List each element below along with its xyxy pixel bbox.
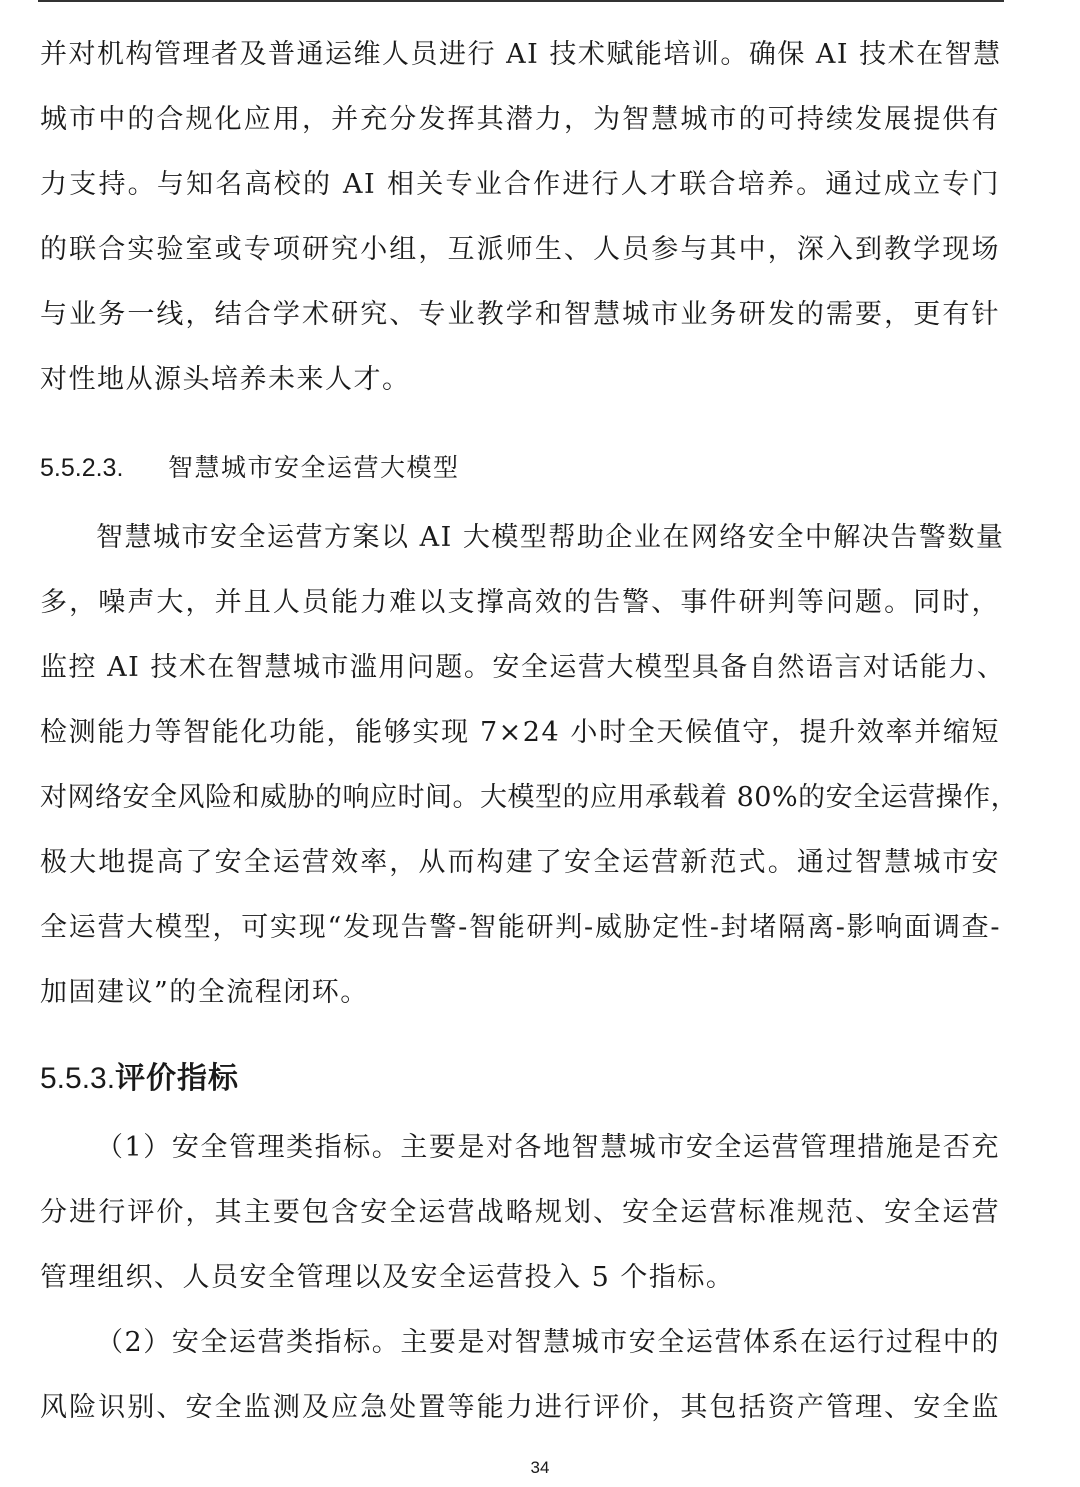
text-line: 检测能力等智能化功能，能够实现 7×24 小时全天候值守，提升效率并缩短 [40, 717, 1000, 748]
text-line: 分进行评价，其主要包含安全运营战略规划、安全运营标准规范、安全运营 [40, 1197, 1000, 1228]
text-line: 管理组织、人员安全管理以及安全运营投入 5 个指标。 [40, 1262, 735, 1293]
text-line: 与业务一线，结合学术研究、专业教学和智慧城市业务研发的需要，更有针 [40, 299, 1000, 330]
text-line: 多，噪声大，并且人员能力难以支撑高效的告警、事件研判等问题。同时， [40, 587, 1000, 618]
section-title: 评价指标 [115, 1061, 240, 1096]
text-line: 城市中的合规化应用，并充分发挥其潜力，为智慧城市的可持续发展提供有 [40, 104, 1000, 135]
text-line: 全运营大模型，可实现“发现告警-智能研判-威胁定性-封堵隔离-影响面调查- [40, 912, 1000, 943]
text-line: 并对机构管理者及普通运维人员进行 AI 技术赋能培训。确保 AI 技术在智慧 [40, 39, 1002, 70]
text-line: 的联合实验室或专项研究小组，互派师生、人员参与其中，深入到教学现场 [40, 234, 1000, 265]
page-number: 34 [530, 1458, 550, 1477]
text-line: （2）安全运营类指标。主要是对智慧城市安全运营体系在运行过程中的 [96, 1327, 1000, 1358]
section-number: 5.5.3. [40, 1062, 116, 1095]
text-line: 风险识别、安全监测及应急处置等能力进行评价，其包括资产管理、安全监 [40, 1392, 1000, 1423]
header-rule [38, 0, 1004, 2]
section-heading-553 [40, 1059, 239, 1099]
text-line: （1）安全管理类指标。主要是对各地智慧城市安全运营管理措施是否充 [96, 1132, 1000, 1163]
section-title: 智慧城市安全运营大模型 [168, 453, 460, 482]
text-line: 力支持。与知名高校的 AI 相关专业合作进行人才联合培养。通过成立专门 [40, 169, 1000, 200]
text-line: 监控 AI 技术在智慧城市滥用问题。安全运营大模型具备自然语言对话能力、 [40, 652, 1006, 683]
section-heading-5523 [40, 450, 460, 486]
text-line: 对网络安全风险和威胁的响应时间。大模型的应用承载着 80%的安全运营操作， [40, 782, 1019, 813]
text-line: 对性地从源头培养未来人才。 [40, 364, 411, 395]
text-line: 加固建议”的全流程闭环。 [40, 977, 369, 1008]
text-line: 智慧城市安全运营方案以 AI 大模型帮助企业在网络安全中解决告警数量 [96, 522, 1005, 553]
text-line: 极大地提高了安全运营效率，从而构建了安全运营新范式。通过智慧城市安 [40, 847, 1000, 878]
section-number: 5.5.2.3. [40, 454, 124, 482]
